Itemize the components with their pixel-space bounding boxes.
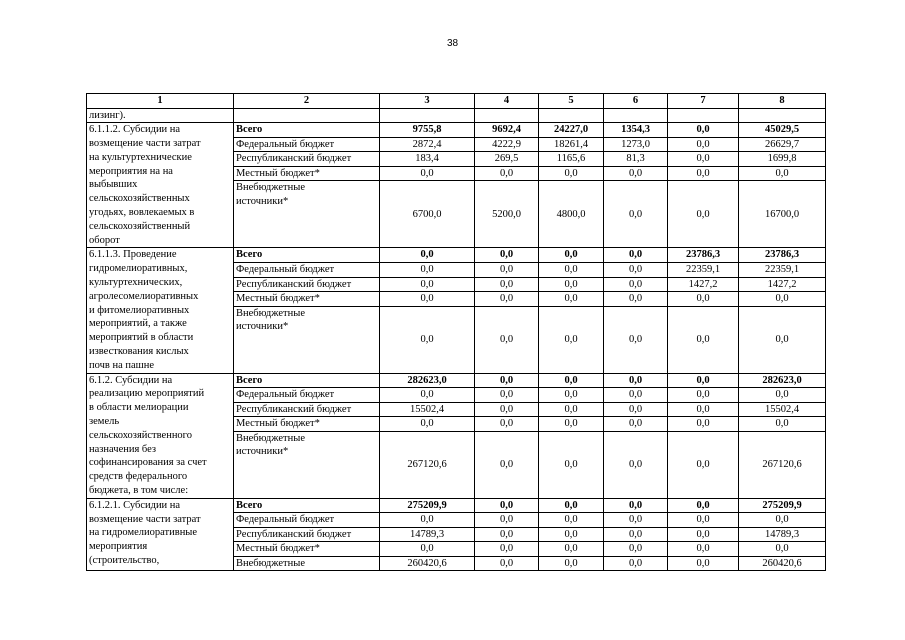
amount-cell: 0,0 bbox=[475, 513, 539, 528]
amount-cell: 24227,0 bbox=[539, 123, 604, 138]
description-line: мероприятий, а также bbox=[89, 318, 187, 330]
amount-cell: 0,0 bbox=[668, 152, 739, 167]
amount-cell: 260420,6 bbox=[380, 556, 475, 571]
amount-cell: 1354,3 bbox=[604, 123, 668, 138]
funding-source: Федеральный бюджет bbox=[234, 263, 380, 278]
amount-cell: 0,0 bbox=[604, 263, 668, 278]
description-line: агролесомелиоративных bbox=[89, 290, 199, 302]
amount-cell: 0,0 bbox=[475, 263, 539, 278]
amount-cell: 0,0 bbox=[604, 388, 668, 403]
amount-cell: 0,0 bbox=[668, 373, 739, 388]
amount-cell: 0,0 bbox=[380, 306, 475, 373]
empty-cell bbox=[539, 108, 604, 123]
amount-cell: 0,0 bbox=[739, 292, 826, 307]
funding-source: Всего bbox=[234, 373, 380, 388]
amount-cell: 0,0 bbox=[380, 263, 475, 278]
amount-cell: 15502,4 bbox=[380, 402, 475, 417]
amount-cell: 0,0 bbox=[539, 498, 604, 513]
amount-cell: 0,0 bbox=[380, 542, 475, 557]
amount-cell: 0,0 bbox=[739, 542, 826, 557]
description-line: назначения без bbox=[89, 443, 157, 455]
funding-source: Всего bbox=[234, 498, 380, 513]
description-line: мероприятия bbox=[89, 541, 148, 553]
amount-cell: 18261,4 bbox=[539, 137, 604, 152]
amount-cell: 0,0 bbox=[604, 373, 668, 388]
amount-cell: 0,0 bbox=[475, 527, 539, 542]
funding-source: Федеральный бюджет bbox=[234, 388, 380, 403]
amount-cell: 0,0 bbox=[604, 498, 668, 513]
budget-row bbox=[87, 123, 826, 138]
amount-cell: 0,0 bbox=[668, 556, 739, 571]
description-line: сельскохозяйственных bbox=[89, 193, 190, 205]
amount-cell: 0,0 bbox=[539, 306, 604, 373]
amount-cell: 0,0 bbox=[668, 513, 739, 528]
amount-cell: 0,0 bbox=[539, 431, 604, 498]
amount-cell: 0,0 bbox=[539, 263, 604, 278]
column-number: 5 bbox=[539, 94, 604, 109]
funding-source-line: источники* bbox=[236, 446, 289, 458]
continuation-text: лизинг). bbox=[87, 108, 234, 123]
budget-row bbox=[87, 498, 826, 513]
amount-cell: 1427,2 bbox=[739, 277, 826, 292]
column-number: 2 bbox=[234, 94, 380, 109]
description-line: земель bbox=[89, 416, 120, 428]
amount-cell: 14789,3 bbox=[739, 527, 826, 542]
amount-cell: 0,0 bbox=[668, 542, 739, 557]
amount-cell: 0,0 bbox=[668, 123, 739, 138]
amount-cell: 5200,0 bbox=[475, 181, 539, 248]
funding-source: Федеральный бюджет bbox=[234, 513, 380, 528]
amount-cell: 0,0 bbox=[380, 513, 475, 528]
description-line: и фитомелиоративных bbox=[89, 304, 190, 316]
description-line: бюджета, в том числе: bbox=[89, 485, 189, 497]
amount-cell: 0,0 bbox=[475, 373, 539, 388]
description-line: 6.1.2.1. Субсидии на bbox=[89, 499, 181, 511]
description-line: 6.1.1.2. Субсидии на bbox=[89, 124, 181, 136]
measure-description bbox=[87, 248, 234, 373]
amount-cell: 0,0 bbox=[668, 181, 739, 248]
amount-cell: 0,0 bbox=[604, 292, 668, 307]
amount-cell: 267120,6 bbox=[380, 431, 475, 498]
amount-cell: 0,0 bbox=[604, 556, 668, 571]
funding-source: Местный бюджет* bbox=[234, 292, 380, 307]
amount-cell: 0,0 bbox=[604, 417, 668, 432]
page-number: 38 bbox=[446, 38, 459, 49]
amount-cell: 282623,0 bbox=[380, 373, 475, 388]
column-number: 1 bbox=[87, 94, 234, 109]
amount-cell: 0,0 bbox=[604, 277, 668, 292]
amount-cell: 0,0 bbox=[668, 292, 739, 307]
amount-cell: 0,0 bbox=[739, 388, 826, 403]
amount-cell: 275209,9 bbox=[380, 498, 475, 513]
measure-description bbox=[87, 123, 234, 248]
amount-cell: 0,0 bbox=[604, 431, 668, 498]
empty-cell bbox=[380, 108, 475, 123]
amount-cell: 81,3 bbox=[604, 152, 668, 167]
amount-cell: 4222,9 bbox=[475, 137, 539, 152]
amount-cell: 0,0 bbox=[539, 292, 604, 307]
funding-source-line: источники* bbox=[236, 321, 289, 333]
amount-cell: 0,0 bbox=[475, 248, 539, 263]
amount-cell: 1165,6 bbox=[539, 152, 604, 167]
funding-source: Республиканский бюджет bbox=[234, 402, 380, 417]
amount-cell: 0,0 bbox=[668, 166, 739, 181]
amount-cell: 0,0 bbox=[604, 513, 668, 528]
amount-cell: 0,0 bbox=[668, 388, 739, 403]
budget-row bbox=[87, 373, 826, 388]
amount-cell: 23786,3 bbox=[668, 248, 739, 263]
funding-source: Республиканский бюджет bbox=[234, 277, 380, 292]
amount-cell: 0,0 bbox=[604, 248, 668, 263]
amount-cell: 267120,6 bbox=[739, 431, 826, 498]
amount-cell: 0,0 bbox=[668, 527, 739, 542]
column-number: 4 bbox=[475, 94, 539, 109]
amount-cell: 0,0 bbox=[739, 306, 826, 373]
empty-cell bbox=[668, 108, 739, 123]
column-number: 6 bbox=[604, 94, 668, 109]
amount-cell: 16700,0 bbox=[739, 181, 826, 248]
amount-cell: 23786,3 bbox=[739, 248, 826, 263]
amount-cell: 0,0 bbox=[539, 248, 604, 263]
amount-cell: 1273,0 bbox=[604, 137, 668, 152]
amount-cell: 0,0 bbox=[539, 417, 604, 432]
amount-cell: 0,0 bbox=[475, 402, 539, 417]
amount-cell: 0,0 bbox=[380, 277, 475, 292]
funding-source bbox=[234, 181, 380, 248]
amount-cell: 0,0 bbox=[604, 527, 668, 542]
description-line: угодьях, вовлекаемых в bbox=[89, 207, 195, 219]
amount-cell: 0,0 bbox=[539, 527, 604, 542]
funding-source: Федеральный бюджет bbox=[234, 137, 380, 152]
amount-cell: 9755,8 bbox=[380, 123, 475, 138]
amount-cell: 0,0 bbox=[380, 417, 475, 432]
amount-cell: 0,0 bbox=[604, 402, 668, 417]
amount-cell: 6700,0 bbox=[380, 181, 475, 248]
description-line: софинансирования за счет bbox=[89, 457, 207, 469]
amount-cell: 0,0 bbox=[604, 306, 668, 373]
amount-cell: 260420,6 bbox=[739, 556, 826, 571]
amount-cell: 22359,1 bbox=[668, 263, 739, 278]
amount-cell: 0,0 bbox=[668, 417, 739, 432]
amount-cell: 0,0 bbox=[539, 513, 604, 528]
description-line: 6.1.2. Субсидии на bbox=[89, 374, 173, 386]
funding-source bbox=[234, 431, 380, 498]
funding-source-line: Внебюджетные bbox=[236, 432, 305, 444]
amount-cell: 0,0 bbox=[668, 137, 739, 152]
amount-cell: 0,0 bbox=[475, 292, 539, 307]
amount-cell: 26629,7 bbox=[739, 137, 826, 152]
description-line: на культуртехнические bbox=[89, 151, 192, 163]
amount-cell: 0,0 bbox=[475, 166, 539, 181]
amount-cell: 269,5 bbox=[475, 152, 539, 167]
amount-cell: 4800,0 bbox=[539, 181, 604, 248]
amount-cell: 14789,3 bbox=[380, 527, 475, 542]
empty-cell bbox=[604, 108, 668, 123]
amount-cell: 45029,5 bbox=[739, 123, 826, 138]
column-number: 3 bbox=[380, 94, 475, 109]
funding-source-line: Внебюджетные bbox=[236, 307, 305, 319]
amount-cell: 0,0 bbox=[475, 542, 539, 557]
funding-source: Местный бюджет* bbox=[234, 417, 380, 432]
amount-cell: 0,0 bbox=[539, 277, 604, 292]
funding-source: Республиканский бюджет bbox=[234, 527, 380, 542]
amount-cell: 0,0 bbox=[539, 402, 604, 417]
amount-cell: 0,0 bbox=[668, 402, 739, 417]
amount-cell: 1699,8 bbox=[739, 152, 826, 167]
description-line: выбывших bbox=[89, 179, 138, 191]
amount-cell: 0,0 bbox=[475, 277, 539, 292]
description-line: мероприятий в области bbox=[89, 332, 194, 344]
amount-cell: 0,0 bbox=[739, 417, 826, 432]
amount-cell: 2872,4 bbox=[380, 137, 475, 152]
column-number: 8 bbox=[739, 94, 826, 109]
amount-cell: 0,0 bbox=[539, 166, 604, 181]
column-number: 7 bbox=[668, 94, 739, 109]
amount-cell: 0,0 bbox=[380, 166, 475, 181]
empty-cell bbox=[234, 108, 380, 123]
amount-cell: 0,0 bbox=[475, 556, 539, 571]
funding-source: Республиканский бюджет bbox=[234, 152, 380, 167]
amount-cell: 0,0 bbox=[668, 431, 739, 498]
budget-table bbox=[86, 93, 826, 571]
amount-cell: 0,0 bbox=[380, 248, 475, 263]
amount-cell: 0,0 bbox=[604, 181, 668, 248]
funding-source: Местный бюджет* bbox=[234, 542, 380, 557]
description-line: почв на пашне bbox=[89, 359, 155, 371]
funding-source: Местный бюджет* bbox=[234, 166, 380, 181]
description-line: (строительство, bbox=[89, 555, 160, 566]
amount-cell: 22359,1 bbox=[739, 263, 826, 278]
description-line: мероприятия на на bbox=[89, 165, 173, 177]
funding-source: Всего bbox=[234, 248, 380, 263]
amount-cell: 183,4 bbox=[380, 152, 475, 167]
amount-cell: 0,0 bbox=[668, 498, 739, 513]
amount-cell: 0,0 bbox=[668, 306, 739, 373]
description-line: гидромелиоративных, bbox=[89, 263, 188, 275]
description-line: возмещение части затрат bbox=[89, 138, 201, 150]
amount-cell: 0,0 bbox=[539, 373, 604, 388]
measure-description bbox=[87, 373, 234, 498]
funding-source-line: Внебюджетные bbox=[236, 182, 305, 194]
empty-cell bbox=[475, 108, 539, 123]
description-line: сельскохозяйственный bbox=[89, 220, 191, 232]
amount-cell: 0,0 bbox=[539, 542, 604, 557]
amount-cell: 0,0 bbox=[539, 556, 604, 571]
description-line: известкования кислых bbox=[89, 346, 189, 358]
amount-cell: 0,0 bbox=[539, 388, 604, 403]
amount-cell: 0,0 bbox=[475, 498, 539, 513]
funding-source bbox=[234, 306, 380, 373]
description-line: возмещение части затрат bbox=[89, 513, 201, 525]
column-numbers-row bbox=[87, 94, 826, 109]
description-line: реализацию мероприятий bbox=[89, 388, 205, 400]
amount-cell: 1427,2 bbox=[668, 277, 739, 292]
funding-source: Внебюджетные bbox=[234, 556, 380, 571]
amount-cell: 0,0 bbox=[475, 388, 539, 403]
amount-cell: 0,0 bbox=[380, 388, 475, 403]
description-line: средств федерального bbox=[89, 471, 188, 483]
funding-source: Всего bbox=[234, 123, 380, 138]
description-line: на гидромелиоративные bbox=[89, 527, 198, 539]
funding-source-line: источники* bbox=[236, 195, 289, 207]
description-line: в области мелиорации bbox=[89, 402, 189, 414]
description-line: 6.1.1.3. Проведение bbox=[89, 249, 177, 261]
budget-table-body bbox=[87, 94, 826, 571]
measure-description bbox=[87, 498, 234, 571]
description-line: оборот bbox=[89, 234, 120, 246]
description-line: культуртехнических, bbox=[89, 277, 183, 289]
amount-cell: 9692,4 bbox=[475, 123, 539, 138]
amount-cell: 0,0 bbox=[604, 166, 668, 181]
amount-cell: 0,0 bbox=[604, 542, 668, 557]
budget-row bbox=[87, 248, 826, 263]
description-line: сельскохозяйственного bbox=[89, 429, 192, 441]
amount-cell: 0,0 bbox=[475, 417, 539, 432]
amount-cell: 0,0 bbox=[475, 306, 539, 373]
amount-cell: 0,0 bbox=[739, 513, 826, 528]
amount-cell: 282623,0 bbox=[739, 373, 826, 388]
empty-cell bbox=[739, 108, 826, 123]
amount-cell: 15502,4 bbox=[739, 402, 826, 417]
amount-cell: 0,0 bbox=[380, 292, 475, 307]
amount-cell: 0,0 bbox=[475, 431, 539, 498]
amount-cell: 0,0 bbox=[739, 166, 826, 181]
amount-cell: 275209,9 bbox=[739, 498, 826, 513]
continuation-row bbox=[87, 108, 826, 123]
